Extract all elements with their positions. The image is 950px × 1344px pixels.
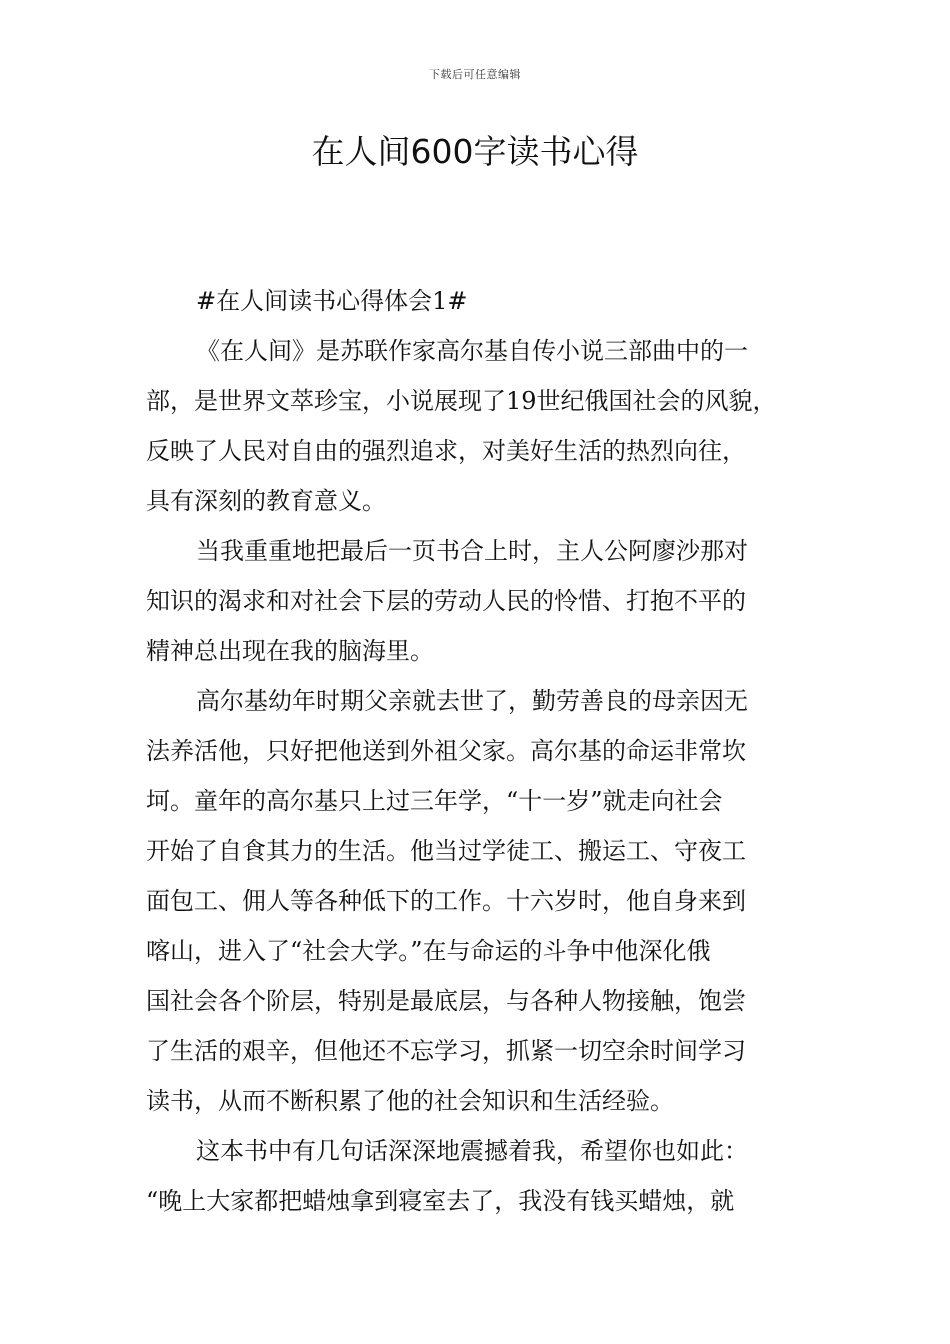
text-line: 了生活的艰辛，但他还不忘学习，抓紧一切空余时间学习 xyxy=(146,1037,746,1065)
text-line: 反映了人民对自由的强烈追求，对美好生活的热烈向往， xyxy=(146,437,746,465)
text-line: 精神总出现在我的脑海里。 xyxy=(146,637,434,665)
text-line: 高尔基幼年时期父亲就去世了，勤劳善良的母亲因无 xyxy=(196,687,748,715)
text-line: 国社会各个阶层，特别是最底层，与各种人物接触，饱尝 xyxy=(146,987,746,1015)
text-line: 当我重重地把最后一页书合上时，主人公阿廖沙那对 xyxy=(196,537,748,565)
page-title: 在人间600字读书心得 xyxy=(311,132,639,171)
text-line: 开始了自食其力的生活。他当过学徒工、搬运工、守夜工 xyxy=(146,837,746,865)
header-note: 下载后可任意编辑 xyxy=(429,68,521,81)
text-line: 坷。童年的高尔基只上过三年学，“十一岁”就走向社会 xyxy=(146,787,723,815)
text-line: “晚上大家都把蜡烛拿到寝室去了，我没有钱买蜡烛，就 xyxy=(146,1187,735,1215)
text-line: 知识的渴求和对社会下层的劳动人民的怜惜、打抱不平的 xyxy=(146,587,746,615)
text-line: #在人间读书心得体会1# xyxy=(196,287,468,315)
text-line: 读书，从而不断积累了他的社会知识和生活经验。 xyxy=(146,1087,674,1115)
text-line: 喀山，进入了“社会大学。”在与命运的斗争中他深化俄 xyxy=(146,937,711,965)
text-line: 具有深刻的教育意义。 xyxy=(146,487,386,515)
body-text xyxy=(146,276,808,1226)
text-line: 法养活他，只好把他送到外祖父家。高尔基的命运非常坎 xyxy=(146,737,746,765)
text-line: 这本书中有几句话深深地震撼着我，希望你也如此： xyxy=(196,1137,748,1165)
text-line: 部，是世界文萃珍宝，小说展现了19世纪俄国社会的风貌， xyxy=(146,387,777,415)
text-line: 《在人间》是苏联作家高尔基自传小说三部曲中的一 xyxy=(196,337,748,365)
text-line: 面包工、佣人等各种低下的工作。十六岁时，他自身来到 xyxy=(146,887,746,915)
